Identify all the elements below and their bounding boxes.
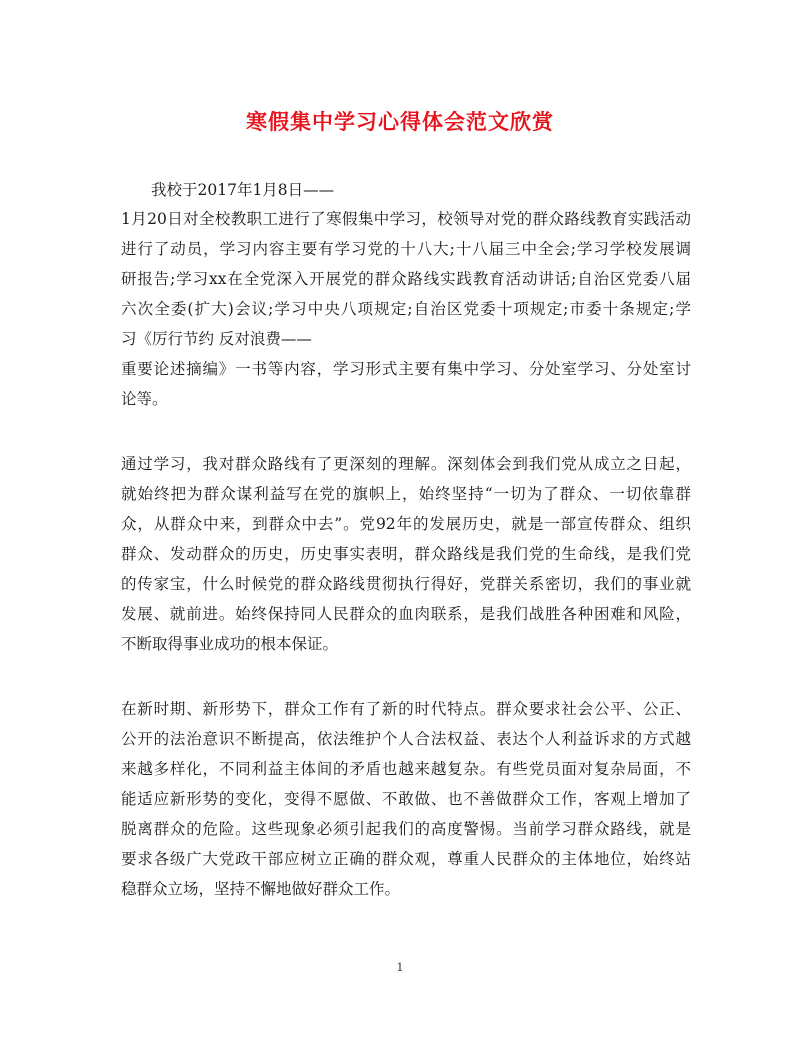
paragraph-1-line-1: 我校于2017年1月8日—— [151, 181, 335, 199]
page-number: 1 [396, 961, 404, 974]
paragraph-3-line-3: 来越多样化，不同利益主体间的矛盾也越来越复杂。有些党员面对复杂局面，不 [121, 760, 691, 778]
paragraph-2-line-5: 的传家宝，什么时候党的群众路线贯彻执行得好，党群关系密切，我们的事业就 [121, 575, 691, 593]
paragraph-1-line-3: 进行了动员，学习内容主要有学习党的十八大;十八届三中全会;学习学校发展调 [121, 240, 691, 258]
paragraph-3-line-5: 脱离群众的危险。这些现象必须引起我们的高度警惕。当前学习群众路线，就是 [121, 820, 691, 838]
paragraph-1-line-2: 1月20日对全校教职工进行了寒假集中学习，校领导对党的群众路线教育实践活动 [121, 210, 691, 228]
paragraph-2-line-6: 发展、就前进。始终保持同人民群众的血肉联系，是我们战胜各种困难和风险， [121, 605, 691, 623]
paragraph-1-line-6: 习《厉行节约 反对浪费—— [121, 330, 312, 348]
paragraph-2-line-1: 通过学习，我对群众路线有了更深刻的理解。深刻体会到我们党从成立之日起， [121, 455, 691, 473]
paragraph-3-line-1: 在新时期、新形势下，群众工作有了新的时代特点。群众要求社会公平、公正、 [121, 700, 691, 718]
paragraph-2-line-4: 群众、发动群众的历史，历史事实表明，群众路线是我们党的生命线，是我们党 [121, 545, 691, 563]
paragraph-1-line-5: 六次全委(扩大)会议;学习中央八项规定;自治区党委十项规定;市委十条规定;学 [121, 300, 691, 318]
paragraph-2-line-7: 不断取得事业成功的根本保证。 [121, 635, 339, 653]
paragraph-1-line-7: 重要论述摘编》一书等内容，学习形式主要有集中学习、分处室学习、分处室讨 [121, 360, 691, 378]
document-title: 寒假集中学习心得体会范文欣赏 [246, 109, 554, 134]
paragraph-1-line-8: 论等。 [121, 390, 168, 408]
paragraph-2-line-3: 众，从群众中来，到群众中去”。党92年的发展历史，就是一部宣传群众、组织 [121, 515, 691, 533]
paragraph-3-line-7: 稳群众立场，坚持不懈地做好群众工作。 [121, 880, 401, 898]
paragraph-3-line-4: 能适应新形势的变化，变得不愿做、不敢做、也不善做群众工作，客观上增加了 [121, 790, 691, 808]
paragraph-2-line-2: 就始终把为群众谋利益写在党的旗帜上，始终坚持“一切为了群众、一切依靠群 [121, 485, 691, 503]
paragraph-1-line-4: 研报告;学习xx在全党深入开展党的群众路线实践教育活动讲话;自治区党委八届 [121, 270, 691, 288]
paragraph-3-line-6: 要求各级广大党政干部应树立正确的群众观，尊重人民群众的主体地位，始终站 [121, 850, 691, 868]
paragraph-3-line-2: 公开的法治意识不断提高，依法维护个人合法权益、表达个人利益诉求的方式越 [121, 730, 691, 748]
